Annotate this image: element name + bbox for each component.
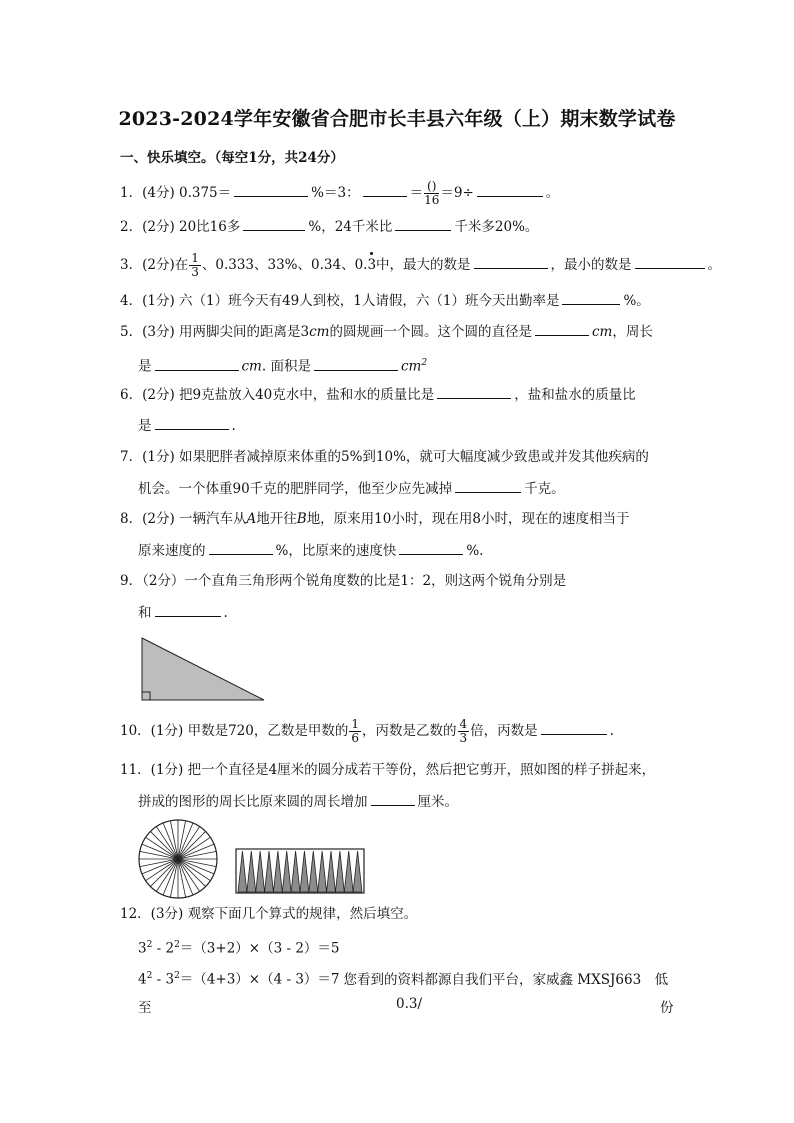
- q6-blank-1[interactable]: [437, 384, 511, 399]
- q2-text-b: 千米多20%。: [454, 219, 539, 235]
- question-8: [120, 509, 629, 529]
- q8-text-mid: 地开往: [256, 511, 297, 527]
- q1-blank-2[interactable]: [363, 182, 407, 197]
- question-11: 11．(1分) 把一个直径是4厘米的圆分成若干等份，然后把它剪开，照如图的样子拼起来，: [120, 762, 656, 778]
- question-2: [120, 216, 538, 237]
- q8-blank-1[interactable]: [209, 540, 273, 555]
- q8-text-b: 原来速度的: [138, 543, 206, 559]
- q3-repeating-digit: 3: [367, 257, 377, 273]
- q8-blank-2[interactable]: [399, 540, 463, 555]
- q8-text: 8．(2分) 一辆汽车从: [120, 511, 247, 527]
- q4-text: 4．(1分) 六（1）班今天有49人到校，1人请假，六（1）班今天出勤率是: [120, 293, 560, 309]
- question-5-line-2: [138, 353, 427, 377]
- q11-blank-1[interactable]: [371, 791, 415, 806]
- watermark-ad-text: 您看到的资料都源自我们平台，家威鑫 MXSJ663 低: [343, 971, 669, 988]
- question-5: [120, 321, 653, 342]
- q9-blank-1[interactable]: [155, 602, 221, 617]
- right-triangle-figure: [140, 636, 270, 704]
- q6-text-a: ，盐和盐水的质量比: [514, 387, 636, 403]
- q10-text-a: 倍，丙数是: [470, 723, 538, 739]
- q6-blank-2[interactable]: [155, 415, 229, 430]
- q7-text: 机会。一个体重90千克的肥胖同学，他至少应先减掉: [138, 481, 453, 497]
- question-7: 7．(1分) 如果肥胖者减掉原来体重的5%到10%，就可大幅度减少致患或并发其他疾病的: [120, 449, 649, 465]
- q1-text-b: ＝: [409, 185, 424, 201]
- q10-text-b: .: [609, 723, 614, 739]
- q5-blank-2[interactable]: [155, 356, 239, 371]
- q9-text-a: .: [223, 605, 228, 621]
- q1-text-d: 。: [545, 185, 560, 201]
- question-11-line-2: [138, 791, 458, 812]
- q8-text-d: %.: [466, 543, 484, 559]
- q5-unit-2: cm: [591, 324, 613, 340]
- q6-text-c: .: [231, 418, 236, 434]
- q10-blank-1[interactable]: [541, 720, 607, 735]
- q11-text-a: 厘米。: [417, 794, 458, 810]
- rearranged-sectors-figure: [235, 848, 365, 894]
- q1-blank-1[interactable]: [234, 182, 308, 197]
- q8-place-b: B: [296, 511, 307, 527]
- q10-text: 10．(1分) 甲数是720，乙数是甲数的: [120, 723, 349, 739]
- question-7-line-2: [138, 478, 565, 499]
- question-4: [120, 290, 650, 311]
- q5-unit-3: cm: [241, 358, 262, 375]
- footer-left: 至: [138, 1000, 152, 1016]
- q6-text: 6．(2分) 把9克盐放入40克水中，盐和水的质量比是: [120, 387, 435, 403]
- question-9: 9．（2分）一个直角三角形两个锐角度数的比是1：2，则这两个锐角分别是: [120, 573, 567, 589]
- q1-fraction: $\frac{()}{16}$: [424, 179, 440, 207]
- q3-text-a: 中，最大的数是: [376, 257, 471, 273]
- q2-blank-2[interactable]: [395, 216, 451, 231]
- q8-text-c: %，比原来的速度快: [275, 543, 397, 559]
- q3-text: 3．(2分)在: [120, 257, 189, 273]
- question-1: [120, 180, 559, 207]
- question-8-line-2: [138, 540, 483, 561]
- section-heading: 一、快乐填空。（每空1分，共24分）: [120, 150, 344, 166]
- q12-equation-2: $4^2 - 3^2=(4+3)\times(4 - 3)=7$ 您看到的资料都源自我们平台，家威鑫 MXSJ663 低: [138, 971, 669, 988]
- q8-text-rest: 地，原来用10小时，现在用8小时，现在的速度相当于: [306, 511, 630, 527]
- q3-numbers: 、0.333、33%、0.34、0.: [201, 257, 368, 273]
- question-10: [120, 718, 614, 745]
- q5-blank-1[interactable]: [535, 321, 589, 336]
- q4-blank-1[interactable]: [562, 290, 620, 305]
- q2-text-a: %，24千米比: [308, 219, 393, 235]
- question-12: 12．(3分) 观察下面几个算式的规律，然后填空。: [120, 906, 418, 922]
- q5-text-a: 的圆规画一个圆。这个圆的直径是: [329, 324, 532, 340]
- q6-text-b: 是: [138, 418, 152, 434]
- question-3: [120, 252, 721, 279]
- q2-blank-1[interactable]: [243, 216, 305, 231]
- q4-text-a: %。: [623, 293, 650, 309]
- question-9-line-2: [138, 602, 228, 623]
- q11-text: 拼成的图形的周长比原来圆的周长增加: [138, 794, 368, 810]
- q12-equation-1: $3^2 - 2^2=(3+2)\times(3 - 2)=5$: [138, 940, 340, 957]
- divided-circle-figure: [137, 818, 219, 900]
- q7-blank-1[interactable]: [455, 478, 521, 493]
- q1-text-c: ＝9÷: [440, 185, 474, 201]
- q5-text: 5．(3分) 用两脚尖间的距离是3: [120, 324, 310, 340]
- question-6: [120, 384, 636, 405]
- q5-text-d: . 面积是: [261, 358, 311, 375]
- q8-place-a: A: [246, 511, 257, 527]
- q5-unit: cm: [309, 324, 330, 340]
- exam-title: 2023-2024学年安徽省合肥市长丰县六年级（上）期末数学试卷: [118, 108, 676, 130]
- q10-fraction-2: $\frac{4}{3}$: [459, 717, 468, 745]
- q2-text: 2．(2分) 20比16多: [120, 219, 241, 235]
- q1-text: 1．(4分) 0.375＝: [120, 185, 232, 201]
- q3-blank-2[interactable]: [635, 254, 705, 269]
- footer-right: 份: [660, 1000, 674, 1016]
- q3-text-c: 。: [707, 257, 722, 273]
- q1-blank-3[interactable]: [477, 182, 543, 197]
- q5-unit-4: cm: [400, 358, 422, 375]
- question-6-line-2: [138, 415, 236, 436]
- q10-fraction-1: $\frac{1}{6}$: [351, 717, 359, 745]
- q7-text-a: 千克。: [524, 481, 565, 497]
- page-number: 0.3/: [396, 996, 423, 1012]
- q5-blank-3[interactable]: [314, 356, 398, 371]
- q3-blank-1[interactable]: [474, 254, 548, 269]
- q10-text-mid: ，丙数是乙数的: [362, 723, 457, 739]
- q9-text: 和: [138, 605, 152, 621]
- q1-text-a: %＝3：: [311, 185, 360, 201]
- q3-fraction: $\frac{1}{3}$: [191, 251, 199, 279]
- q3-text-b: ，最小的数是: [550, 257, 632, 273]
- q5-text-c: 是: [138, 358, 152, 375]
- q5-text-b: ，周长: [612, 324, 653, 340]
- q5-exponent: 2: [421, 358, 428, 368]
